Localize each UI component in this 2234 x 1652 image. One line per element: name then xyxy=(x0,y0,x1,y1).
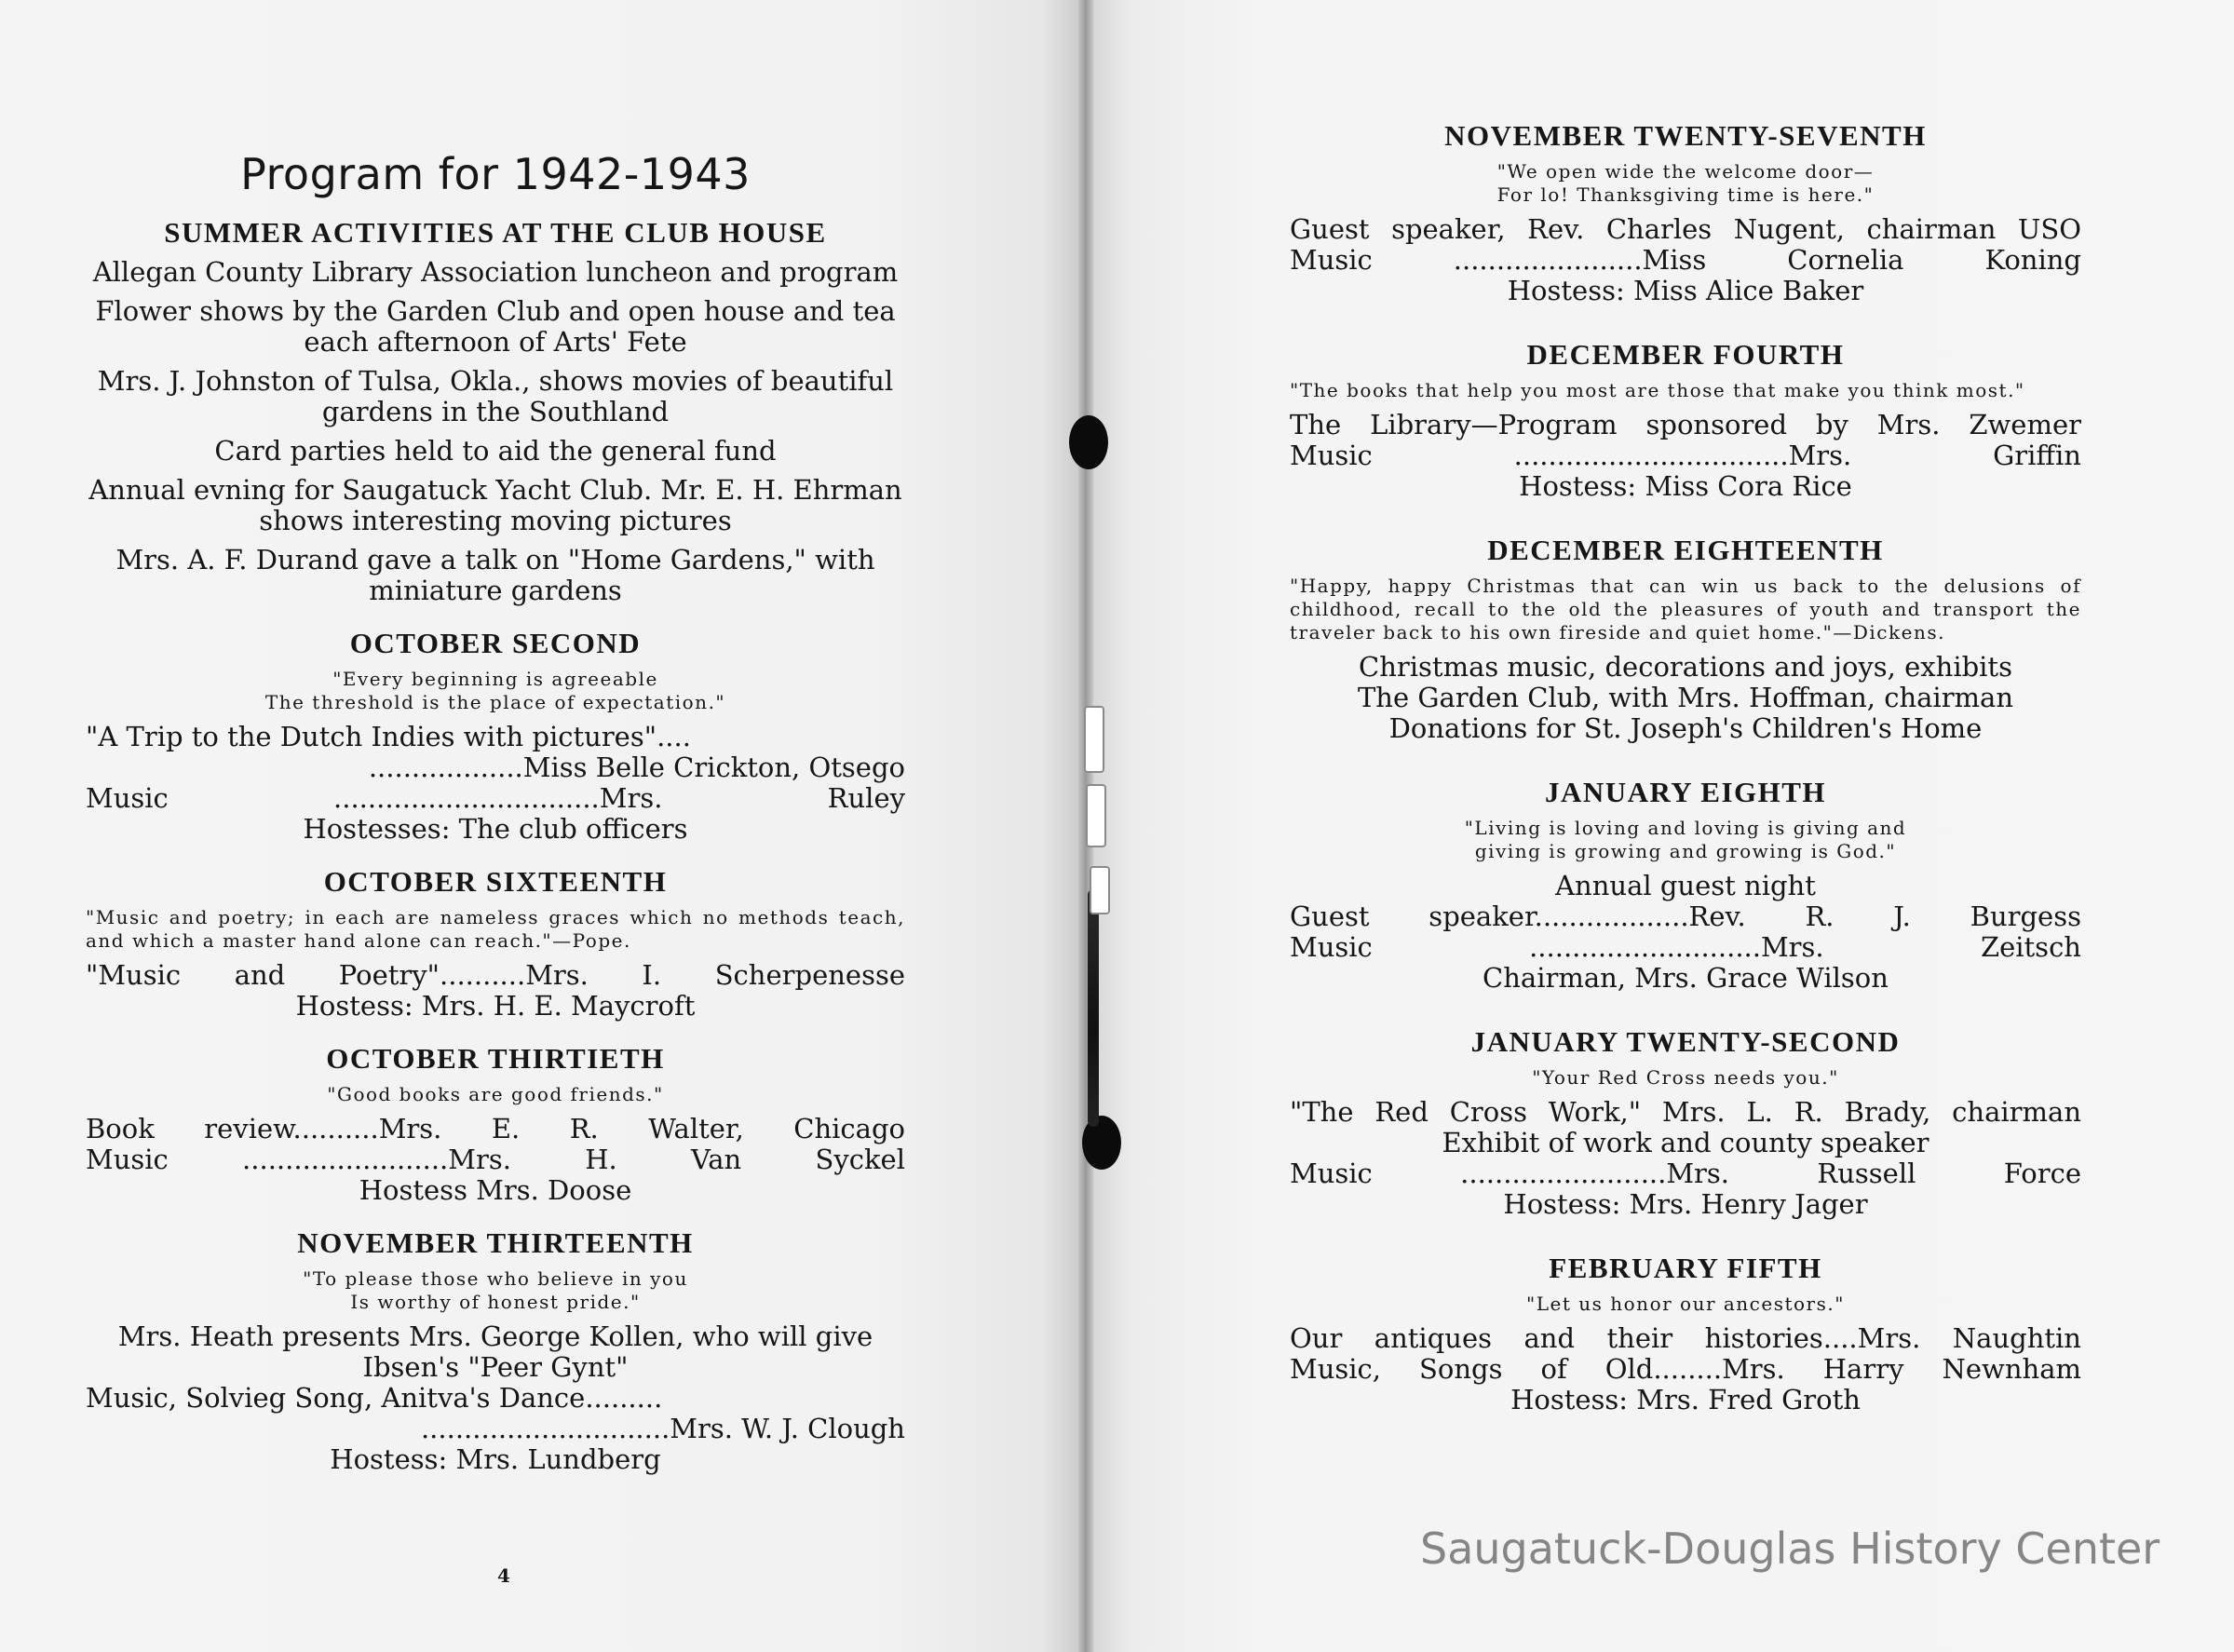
staple-icon xyxy=(1090,866,1110,914)
hostess-line: Hostess Mrs. Doose xyxy=(359,1174,632,1206)
page-number: 4 xyxy=(497,1564,510,1587)
section-heading: SUMMER ACTIVITIES AT THE CLUB HOUSE xyxy=(164,216,827,249)
program-entry-oct16 xyxy=(86,865,905,1022)
quote-line: The threshold is the place of expectation." xyxy=(264,691,726,713)
quote-line: "We open wide the welcome door— xyxy=(1496,160,1875,183)
hostess-line: Hostesses: The club officers xyxy=(303,813,688,845)
hostess-line: Hostess: Mrs. Henry Jager xyxy=(1503,1188,1868,1220)
epigraph-quote: "Your Red Cross needs you." xyxy=(1532,1066,1839,1089)
epigraph-quote: "The books that help you most are those that make you think most." xyxy=(1290,379,2025,401)
quote-line: Is worthy of honest pride." xyxy=(350,1291,641,1313)
chairman-line: Chairman, Mrs. Grace Wilson xyxy=(1483,962,1889,994)
binding-thread xyxy=(1088,889,1099,1127)
program-entry-dec18 xyxy=(1290,534,2081,744)
program-line: The Library—Program sponsored by Mrs. Zwemer xyxy=(1290,409,2081,440)
program-line: "The Red Cross Work," Mrs. L. R. Brady, chairman xyxy=(1290,1096,2081,1128)
left-column xyxy=(86,149,905,1496)
summer-item: Mrs. A. F. Durand gave a talk on "Home Gardens," with miniature gardens xyxy=(115,544,875,606)
speaker-line: Guest speaker..................Rev. R. J. Burgess xyxy=(1290,900,2081,932)
music-line: Music, Songs of Old........Mrs. Harry Newnham xyxy=(1290,1353,2081,1385)
program-entry-jan8 xyxy=(1290,776,2081,994)
program-line: Donations for St. Joseph's Children's Home xyxy=(1388,712,1983,744)
summer-item: Allegan County Library Association luncheon and program xyxy=(92,256,899,288)
epigraph-quote: "Good books are good friends." xyxy=(327,1083,664,1105)
hostess-line: Hostess: Miss Alice Baker xyxy=(1507,275,1864,306)
epigraph-quote: "Let us honor our ancestors." xyxy=(1526,1293,1845,1315)
section-heading: DECEMBER EIGHTEENTH xyxy=(1487,534,1884,566)
program-line: "Music and Poetry"..........Mrs. I. Scherpenesse xyxy=(86,959,905,991)
epigraph-quote xyxy=(86,668,905,714)
program-line: ..................Miss Belle Crickton, Otsego xyxy=(368,752,905,783)
epigraph-quote: "Music and poetry; in each are nameless graces which no methods teach, and which a master hand alone can reach."—Pope. xyxy=(86,906,905,952)
summer-item: Mrs. J. Johnston of Tulsa, Okla., shows movies of beautiful gardens in the Southland xyxy=(97,365,894,427)
music-line: Music ........................Mrs. H. Van Syckel xyxy=(86,1144,905,1175)
music-line: Music, Solvieg Song, Anitva's Dance......... xyxy=(86,1382,663,1414)
hostess-line: Hostess: Miss Cora Rice xyxy=(1519,470,1852,502)
program-entry-oct2 xyxy=(86,627,905,845)
quote-line: For lo! Thanksgiving time is here." xyxy=(1496,183,1875,206)
music-line: Music ...........................Mrs. Zeitsch xyxy=(1290,931,2081,963)
page-title: Program for 1942-1943 xyxy=(240,149,751,199)
program-line: Annual guest night xyxy=(1555,870,1816,901)
section-heading: FEBRUARY FIFTH xyxy=(1549,1252,1822,1284)
program-line: Guest speaker, Rev. Charles Nugent, chairman USO xyxy=(1290,213,2081,245)
summer-activities-section xyxy=(86,216,905,606)
watermark-text: Saugatuck-Douglas History Center xyxy=(1420,1523,2160,1574)
epigraph-quote: "Happy, happy Christmas that can win us back to the delusions of childhood, recall to the old the pleasures of youth and transport the traveler back to his own fireside and quiet home."—Dickens. xyxy=(1290,575,2081,643)
epigraph-quote xyxy=(1290,817,2081,863)
program-entry-nov27 xyxy=(1290,119,2081,306)
program-entry-oct30 xyxy=(86,1042,905,1206)
section-heading: JANUARY EIGHTH xyxy=(1544,776,1827,808)
program-entry-feb5 xyxy=(1290,1252,2081,1415)
section-heading: OCTOBER THIRTIETH xyxy=(326,1042,665,1075)
program-line: "A Trip to the Dutch Indies with pictures".... xyxy=(86,721,691,752)
summer-item: Flower shows by the Garden Club and open house and tea each afternoon of Arts' Fete xyxy=(95,295,896,358)
program-line: .............................Mrs. W. J. Clough xyxy=(420,1413,905,1444)
quote-line: "Living is loving and loving is giving and xyxy=(1464,817,1907,839)
program-entry-jan22 xyxy=(1290,1025,2081,1220)
staple-icon xyxy=(1084,706,1104,773)
program-line: Our antiques and their histories....Mrs. Naughtin xyxy=(1290,1322,2081,1354)
section-heading: NOVEMBER THIRTEENTH xyxy=(297,1226,694,1259)
summer-item: Card parties held to aid the general fund xyxy=(214,435,777,467)
quote-line: "To please those who believe in you xyxy=(303,1267,688,1290)
section-heading: DECEMBER FOURTH xyxy=(1526,338,1845,371)
hostess-line: Hostess: Mrs. Lundberg xyxy=(330,1443,661,1475)
program-line: The Garden Club, with Mrs. Hoffman, chairman xyxy=(1357,682,2014,713)
section-heading: JANUARY TWENTY-SECOND xyxy=(1470,1025,1901,1058)
section-heading: NOVEMBER TWENTY-SEVENTH xyxy=(1444,119,1927,152)
section-heading: OCTOBER SECOND xyxy=(349,627,642,659)
program-line: Mrs. Heath presents Mrs. George Kollen, who will give Ibsen's "Peer Gynt" xyxy=(117,1320,873,1383)
program-line: Book review..........Mrs. E. R. Walter, Chicago xyxy=(86,1113,905,1144)
epigraph-quote xyxy=(1290,160,2081,207)
staple-icon xyxy=(1086,784,1106,847)
program-line: Exhibit of work and county speaker xyxy=(1442,1127,1929,1158)
music-line: Music ......................Miss Cornelia Koning xyxy=(1290,244,2081,276)
program-entry-dec4 xyxy=(1290,338,2081,502)
music-line: Music ...............................Mrs. Ruley xyxy=(86,782,905,814)
epigraph-quote xyxy=(86,1267,905,1314)
quote-line: giving is growing and growing is God." xyxy=(1474,840,1897,862)
hostess-line: Hostess: Mrs. Fred Groth xyxy=(1510,1384,1861,1415)
hostess-line: Hostess: Mrs. H. E. Maycroft xyxy=(295,990,696,1022)
section-heading: OCTOBER SIXTEENTH xyxy=(323,865,668,898)
binding-hole-icon xyxy=(1069,415,1108,469)
music-line: Music ................................Mrs. Griffin xyxy=(1290,440,2081,471)
right-column xyxy=(1290,119,2081,1447)
music-line: Music ........................Mrs. Russell Force xyxy=(1290,1158,2081,1189)
program-entry-nov13 xyxy=(86,1226,905,1475)
summer-item: Annual evning for Saugatuck Yacht Club. Mr. E. H. Ehrman shows interesting moving pictures xyxy=(88,474,902,536)
program-line: Christmas music, decorations and joys, exhibits xyxy=(1359,651,2012,683)
quote-line: "Every beginning is agreeable xyxy=(332,668,658,690)
